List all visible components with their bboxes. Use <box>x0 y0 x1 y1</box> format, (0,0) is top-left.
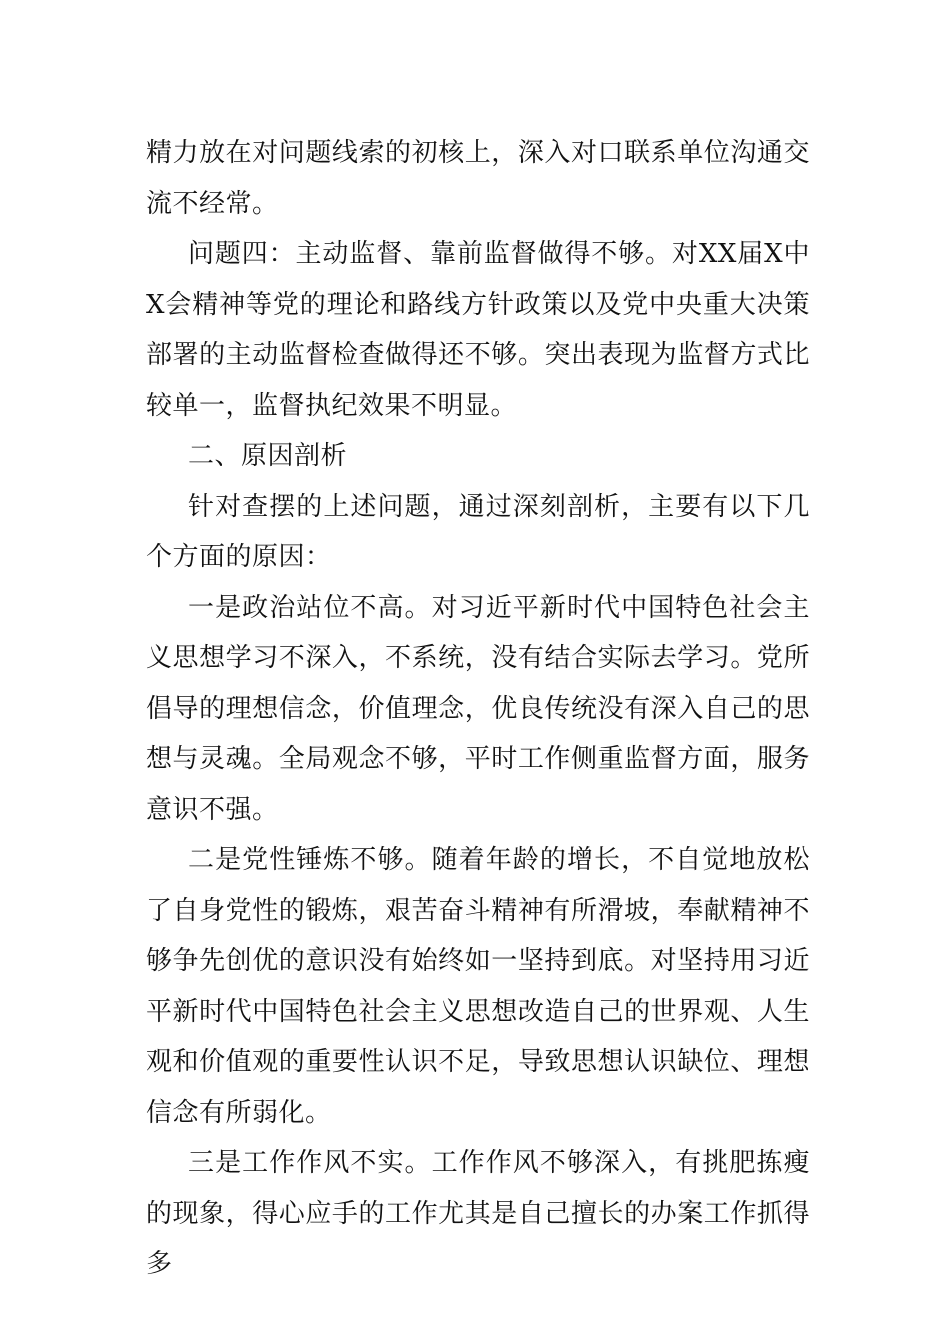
paragraph-intro-causes: 针对查摆的上述问题，通过深刻剖析，主要有以下几个方面的原因： <box>146 491 810 572</box>
paragraph-continuation: 精力放在对问题线索的初核上，深入对口联系单位沟通交流不经常。 <box>146 138 810 219</box>
paragraph-cause-two: 二是党性锤炼不够。随着年龄的增长，不自觉地放松了自身党性的锻炼，艰苦奋斗精神有所滑坡，奉献精神不够争先创优的意识没有始终如一坚持到底。对坚持用习近平新时代中国特色社会主义思想改造自己的世界观、人生观和价值观的重要性认识不足，导致思想认识缺位、理想信念有所弱化。 <box>146 845 810 1128</box>
paragraph-cause-three: 三是工作作风不实。工作作风不够深入，有挑肥拣瘦的现象，得心应手的工作尤其是自己擅长的办案工作抓得多 <box>146 1148 810 1279</box>
section-heading-cause-analysis: 二、原因剖析 <box>188 441 348 471</box>
paragraph-problem-four: 问题四：主动监督、靠前监督做得不够。对XX届X中X会精神等党的理论和路线方针政策以及党中央重大决策部署的主动监督检查做得还不够。突出表现为监督方式比较单一，监督执纪效果不明显。 <box>146 239 810 421</box>
paragraph-cause-one: 一是政治站位不高。对习近平新时代中国特色社会主义思想学习不深入，不系统，没有结合实际去学习。党所倡导的理想信念，价值理念，优良传统没有深入自己的思想与灵魂。全局观念不够，平时工作侧重监督方面，服务意识不强。 <box>146 592 810 825</box>
document-body <box>146 128 810 1290</box>
